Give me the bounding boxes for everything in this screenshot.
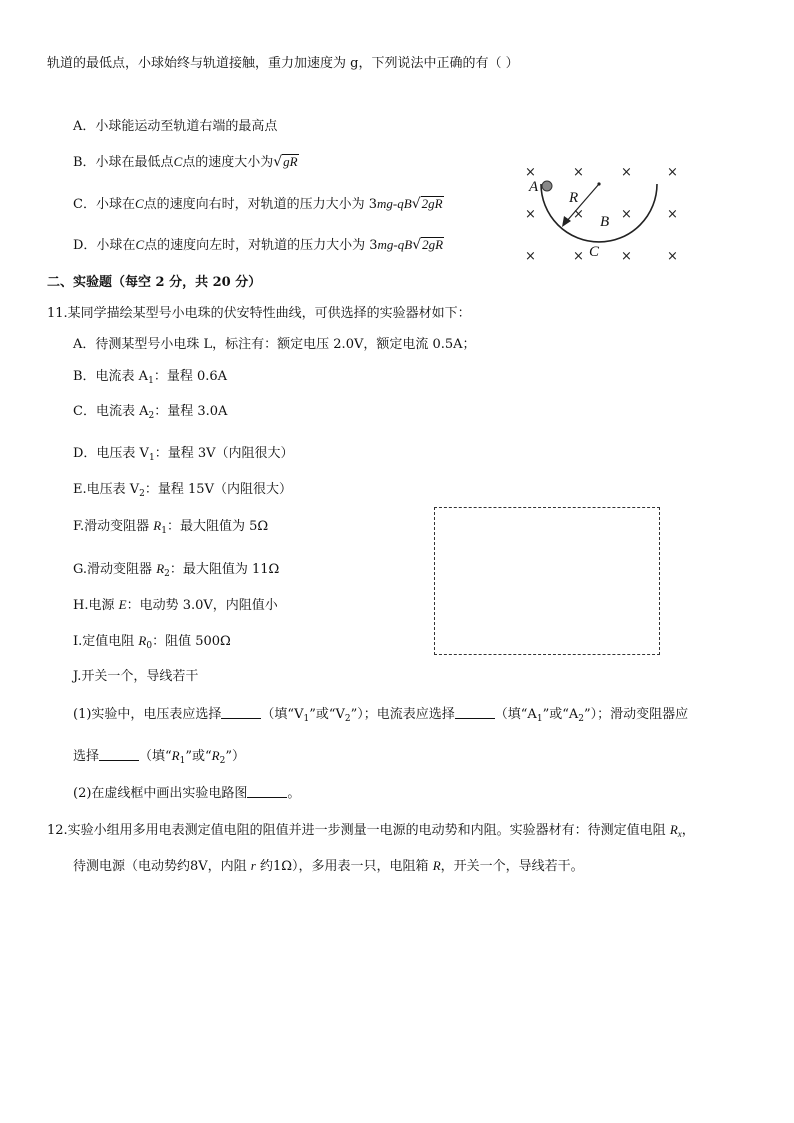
q11-item-a: A．待测某型号小电珠 L，标注有：额定电压 2.0V，额定电流 0.5A； (73, 337, 476, 352)
field-cross: × (621, 249, 632, 264)
q11-item-h: H.电源 E：电动势 3.0V，内阻值小 (73, 597, 278, 613)
field-cross: × (525, 207, 536, 222)
field-cross: × (573, 249, 584, 264)
q11-item-g: G.滑动变阻器 $R_2$：最大阻值为 11Ω (73, 561, 280, 579)
q10-option-c: C．小球在C点的速度向右时，对轨道的压力大小为 3mg-qB√2gR (73, 196, 443, 212)
field-cross: × (525, 249, 536, 264)
q11-part2: (2)在虚线框中画出实验电路图 。 (73, 786, 301, 801)
field-cross: × (621, 165, 632, 180)
label-b: B (600, 214, 610, 230)
q12-line2: 待测电源（电动势约8V，内阻 r 约1Ω），多用表一只，电阻箱 R，开关一个，导线若干。 (73, 858, 584, 874)
q11-item-j: J.开关一个，导线若干 (73, 669, 199, 684)
field-cross: × (573, 165, 584, 180)
q10-option-a: A．小球能运动至轨道右端的最高点 (73, 119, 278, 134)
label-c: C (589, 244, 600, 260)
q10-option-b: B．小球在最低点C点的速度大小为√gR (73, 154, 298, 170)
answer-blank-ammeter[interactable] (455, 706, 495, 719)
q10-stem: 轨道的最低点，小球始终与轨道接触，重力加速度为 g，下列说法中正确的有（ ） (47, 56, 519, 71)
track-figure (518, 160, 693, 265)
q11-part1-line1: (1)实验中，电压表应选择 （填“$V_1$”或“$V_2$”）；电流表应选择 （填“$A_1$”或“$A_2$”）；滑动变阻器应 (73, 707, 689, 724)
field-cross: × (573, 207, 584, 222)
answer-blank-voltmeter[interactable] (221, 706, 261, 719)
section-heading: 二、实验题（每空 2 分，共 20 分） (47, 275, 262, 290)
q11-item-d: D．电压表 $V_1$：量程 3V（内阻很大） (73, 446, 294, 463)
q11-item-c: C．电流表 $A_2$：量程 3.0A (73, 404, 228, 421)
q11-item-f: F.滑动变阻器 $R_1$：最大阻值为 5Ω (73, 518, 269, 536)
label-r: R (569, 190, 579, 206)
q11-part1-line2: 选择 （填“$R_1$”或“$R_2$”） (73, 748, 245, 766)
label-a: A (529, 179, 539, 195)
field-cross: × (667, 165, 678, 180)
field-cross: × (525, 165, 536, 180)
q11-item-b: B．电流表 $A_1$：量程 0.6A (73, 369, 228, 386)
field-cross: × (667, 207, 678, 222)
circuit-drawing-box[interactable] (434, 507, 660, 655)
semicircle-track (541, 184, 657, 242)
q11-item-i: I.定值电阻 $R_0$：阻值 500Ω (73, 633, 231, 651)
answer-blank-circuit[interactable] (247, 785, 287, 798)
q10-option-d: D．小球在C点的速度向左时，对轨道的压力大小为 3mg-qB√2gR (73, 237, 444, 253)
field-cross: × (621, 207, 632, 222)
q12-line1: 12.实验小组用多用电表测定值电阻的阻值并进一步测量一电源的电动势和内阻。实验器材有：待测定值电阻 $R_x$， (47, 822, 695, 839)
q11-stem: 11.某同学描绘某型号小电珠的伏安特性曲线，可供选择的实验器材如下： (47, 306, 471, 321)
q11-item-e: E.电压表 $V_2$：量程 15V（内阻很大） (73, 482, 292, 499)
ball (542, 181, 552, 191)
answer-blank-rheostat[interactable] (99, 748, 139, 761)
field-cross: × (667, 249, 678, 264)
